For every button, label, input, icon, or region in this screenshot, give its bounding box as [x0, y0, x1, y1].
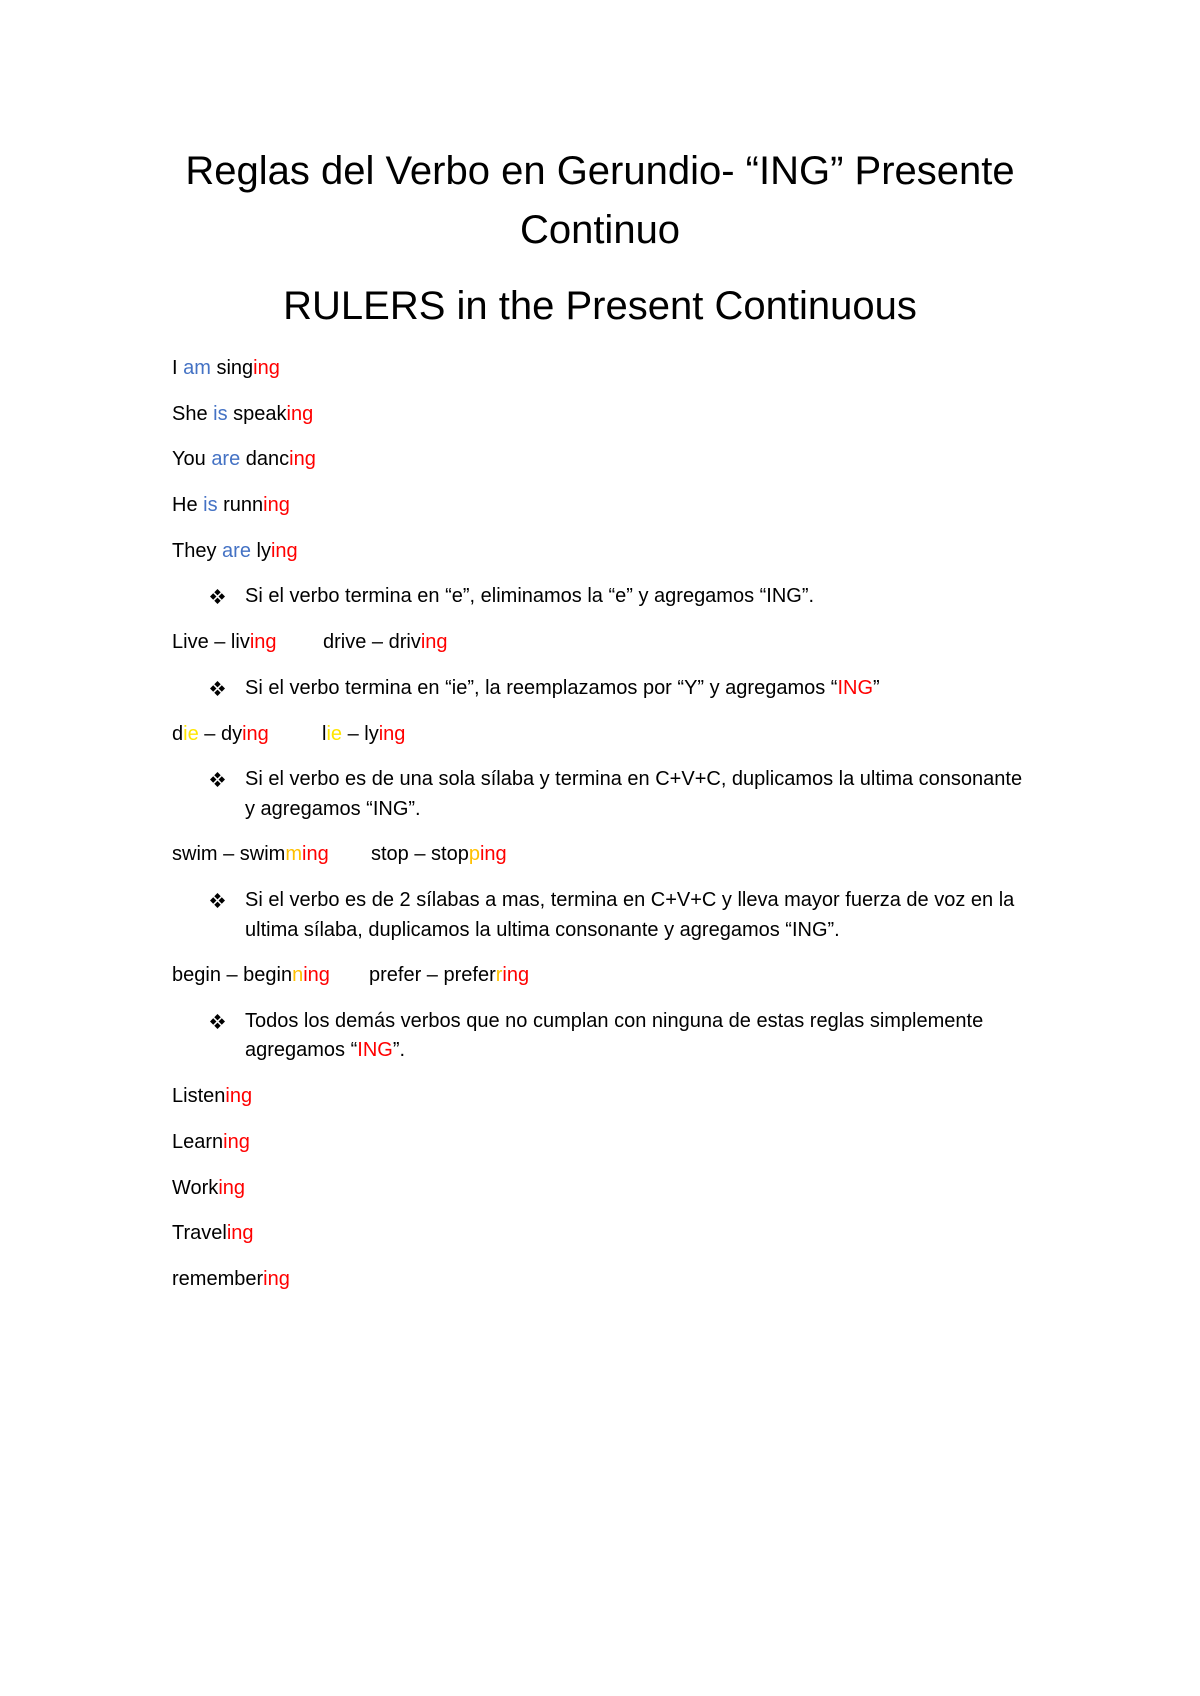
- rule-text-line: [245, 795, 1028, 825]
- title-line: Reglas del Verbo en Gerundio- “ING” Presente: [185, 149, 1015, 193]
- example-word-pair: [172, 723, 269, 745]
- auxiliary-verb: is: [203, 494, 218, 517]
- example-word-pair: [322, 720, 405, 750]
- rule-text-line: [245, 582, 1028, 612]
- ing-ending: ing: [378, 722, 406, 745]
- sentence-subject: You: [172, 448, 212, 471]
- word-base: stop – stop: [371, 843, 469, 866]
- ing-ending: ing: [502, 964, 530, 987]
- rule-item: [172, 674, 1028, 704]
- changed-letters: ie: [326, 722, 343, 745]
- ing-ending: ing: [270, 539, 298, 562]
- ing-ending: ing: [249, 631, 277, 654]
- example-word-pair: [369, 961, 529, 991]
- word-base: – ly: [342, 722, 379, 745]
- sentence-subject: I: [172, 357, 184, 379]
- rule-text-line: [245, 916, 1028, 946]
- rule-item: [172, 1007, 1028, 1066]
- verb-stem: Work: [172, 1176, 219, 1199]
- example-word-pair: [371, 840, 507, 870]
- rule-item: [172, 582, 1028, 612]
- diamond-bullet-icon: [210, 1014, 225, 1029]
- ing-ending: ing: [242, 722, 269, 745]
- rule-text: Si el verbo es de 2 sílabas a mas, termina en C+V+C y lleva mayor fuerza de voz en la: [245, 889, 1015, 912]
- document-subtitle: RULERS in the Present Continuous: [283, 284, 917, 328]
- verb-stem: danc: [240, 448, 290, 471]
- rule-text: ”: [873, 676, 880, 699]
- word-base: d: [172, 722, 184, 745]
- ing-ending: ing: [286, 402, 314, 425]
- rule-text-line: [245, 886, 1028, 916]
- document-title: [172, 142, 1028, 260]
- ing-ending: ing: [226, 1222, 254, 1245]
- doubled-consonant: n: [292, 964, 304, 987]
- rule-text: ultima sílaba, duplicamos la ultima consonante y agregamos “ING”.: [245, 918, 840, 941]
- example-word-pair: [172, 843, 329, 865]
- auxiliary-verb: are: [211, 448, 241, 471]
- auxiliary-verb: am: [183, 357, 211, 379]
- auxiliary-verb: is: [213, 402, 228, 425]
- doubled-consonant: p: [468, 843, 480, 866]
- example-sentence: [172, 354, 1028, 384]
- changed-letters: ie: [183, 722, 199, 745]
- example-sentence: [172, 445, 1028, 475]
- word-base: drive – driv: [323, 631, 421, 654]
- rule-text: ”.: [392, 1039, 406, 1062]
- verb-stem: Listen: [172, 1085, 226, 1108]
- document-body: [172, 142, 1028, 1311]
- example-word: [172, 1265, 1028, 1295]
- example-word: [172, 1082, 1028, 1112]
- rule-text: agregamos “: [245, 1039, 358, 1062]
- ing-ending: ing: [263, 1267, 290, 1290]
- diamond-bullet-icon: [210, 772, 225, 787]
- ing-ending: ing: [218, 1176, 246, 1199]
- title-line: Continuo: [519, 208, 681, 252]
- ing-ending: ing: [223, 1130, 250, 1153]
- example-word: [172, 1219, 1028, 1249]
- verb-stem: Learn: [172, 1130, 224, 1153]
- sentence-subject: She: [172, 402, 214, 425]
- doubled-consonant: m: [285, 843, 303, 866]
- ing-ending: ing: [289, 448, 316, 471]
- diamond-bullet-icon: [210, 893, 225, 908]
- ing-ending: ing: [225, 1085, 253, 1108]
- verb-stem: speak: [227, 402, 287, 425]
- rule-text-line: [245, 765, 1028, 795]
- rule-text: Si el verbo termina en “e”, eliminamos la “e” y agregamos “ING”.: [245, 585, 815, 608]
- ing-highlight: ING: [357, 1039, 393, 1062]
- example-pair: [172, 628, 1028, 658]
- verb-stem: Travel: [172, 1222, 227, 1245]
- verb-stem: runn: [217, 494, 264, 517]
- example-word-pair: [172, 631, 277, 653]
- sentence-subject: He: [172, 494, 204, 517]
- example-pair: [172, 961, 1028, 991]
- verb-stem: sing: [210, 357, 254, 379]
- rule-text-line: [245, 674, 1028, 704]
- word-base: l: [322, 722, 327, 745]
- rule-text-line: [245, 1007, 1028, 1037]
- example-sentence: [172, 491, 1028, 521]
- rule-item: [172, 886, 1028, 945]
- ing-ending: ing: [263, 494, 290, 517]
- word-base: begin – begin: [172, 964, 293, 987]
- document-content: [172, 354, 1028, 1294]
- ing-ending: ing: [479, 843, 507, 866]
- example-word: [172, 1174, 1028, 1204]
- rule-item: [172, 765, 1028, 824]
- sentence-subject: They: [172, 539, 223, 562]
- rule-text: Todos los demás verbos que no cumplan con ninguna de estas reglas simplemente: [245, 1009, 984, 1032]
- example-pair: [172, 840, 1028, 870]
- ing-ending: ing: [303, 964, 330, 987]
- ing-ending: ing: [420, 631, 448, 654]
- example-word-pair: [172, 964, 330, 986]
- rule-text: Si el verbo es de una sola sílaba y termina en C+V+C, duplicamos la ultima consonante: [245, 768, 1023, 791]
- ing-ending: ing: [302, 843, 329, 866]
- rule-text: Si el verbo termina en “ie”, la reemplazamos por “Y” y agregamos “: [245, 676, 838, 699]
- verb-stem: remember: [172, 1267, 264, 1290]
- word-base: – dy: [198, 722, 243, 745]
- example-sentence: [172, 537, 1028, 567]
- doubled-consonant: r: [495, 964, 503, 987]
- ing-highlight: ING: [837, 676, 874, 699]
- diamond-bullet-icon: [210, 589, 225, 604]
- word-base: prefer – prefer: [369, 964, 496, 987]
- word-base: swim – swim: [172, 843, 286, 866]
- example-pair: [172, 720, 1028, 750]
- rule-text: y agregamos “ING”.: [245, 797, 421, 820]
- example-word: [172, 1128, 1028, 1158]
- diamond-bullet-icon: [210, 681, 225, 696]
- example-word-pair: [323, 628, 448, 658]
- rule-text-line: [245, 1036, 1028, 1066]
- auxiliary-verb: are: [222, 539, 251, 562]
- verb-stem: ly: [250, 539, 271, 562]
- example-sentence: [172, 400, 1028, 430]
- word-base: Live – liv: [172, 631, 250, 654]
- ing-ending: ing: [253, 357, 280, 379]
